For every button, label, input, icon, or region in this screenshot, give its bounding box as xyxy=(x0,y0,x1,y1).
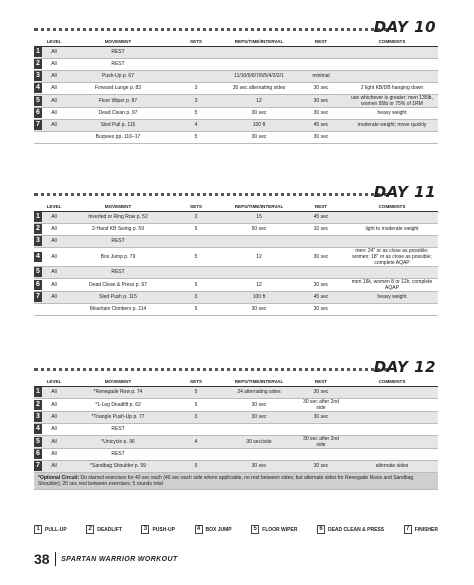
table-row xyxy=(34,411,438,423)
rest-cell: 30 sec xyxy=(296,82,346,94)
rest-cell: 30 sec after 2nd side xyxy=(296,398,346,411)
table-row xyxy=(34,131,438,143)
table-row xyxy=(34,235,438,247)
comments-cell xyxy=(346,423,438,435)
column-header: REST xyxy=(296,203,346,211)
sets-cell: 3 xyxy=(170,411,222,423)
level-cell xyxy=(42,131,66,143)
day-number-badge: 5 xyxy=(34,437,42,447)
table-row xyxy=(34,435,438,448)
day-number-badge: 5 xyxy=(34,96,42,106)
level-cell: All xyxy=(42,386,66,398)
rest-cell xyxy=(296,235,346,247)
note-label: *Optional Circuit: xyxy=(38,474,80,481)
legend-number-box: 5 xyxy=(251,525,259,534)
rest-cell: 45 sec xyxy=(296,211,346,223)
day-number-badge: 3 xyxy=(34,71,42,81)
legend-label: DEADLIFT xyxy=(97,526,122,533)
day-number-cell xyxy=(34,46,42,58)
day-11-section xyxy=(34,183,438,316)
column-header: REPS/TIME/INTERVAL xyxy=(222,203,296,211)
day-number-cell xyxy=(34,291,42,303)
sets-cell: 3 xyxy=(170,291,222,303)
table-row xyxy=(34,82,438,94)
column-header: MOVEMENT xyxy=(66,378,170,386)
rest-cell: 30 sec xyxy=(296,411,346,423)
day-number-cell xyxy=(34,386,42,398)
sets-cell: 5 xyxy=(170,131,222,143)
level-cell: All xyxy=(42,58,66,70)
day-number-cell xyxy=(34,119,42,131)
day-number-cell xyxy=(34,411,42,423)
legend-item xyxy=(317,525,384,534)
movement-cell: Floor Wiper p. 87 xyxy=(66,94,170,107)
reps-cell: 12 xyxy=(222,94,296,107)
reps-cell: 100 ft xyxy=(222,119,296,131)
table-row xyxy=(34,448,438,460)
rest-cell: minimal xyxy=(296,70,346,82)
reps-cell: 30 sec/side xyxy=(222,435,296,448)
day-number-cell xyxy=(34,235,42,247)
comments-cell xyxy=(346,448,438,460)
workout-table xyxy=(34,203,438,316)
movement-cell: REST xyxy=(66,58,170,70)
column-header: COMMENTS xyxy=(346,378,438,386)
day-number-cell xyxy=(34,107,42,119)
comments-cell xyxy=(346,70,438,82)
page-footer xyxy=(34,551,178,567)
sets-cell: 4 xyxy=(170,119,222,131)
day-number-cell xyxy=(34,278,42,291)
table-row xyxy=(34,70,438,82)
day-number-badge: 1 xyxy=(34,212,42,222)
reps-cell: 30 sec alternating sides xyxy=(222,82,296,94)
column-header: SETS xyxy=(170,203,222,211)
level-cell: All xyxy=(42,460,66,472)
day-number-cell xyxy=(34,211,42,223)
day-number-badge: 4 xyxy=(34,252,42,262)
table-header-row xyxy=(34,378,438,386)
level-cell: All xyxy=(42,278,66,291)
day-title: DAY 12 xyxy=(373,358,436,376)
table-row xyxy=(34,386,438,398)
rest-cell: 30 sec xyxy=(296,386,346,398)
table-row xyxy=(34,266,438,278)
rest-cell: 30 sec xyxy=(296,247,346,266)
workout-table xyxy=(34,378,438,490)
sets-cell xyxy=(170,266,222,278)
reps-cell xyxy=(222,46,296,58)
day-number-cell xyxy=(34,448,42,460)
sets-cell: 4 xyxy=(170,435,222,448)
table-header-row xyxy=(34,203,438,211)
reps-cell xyxy=(222,58,296,70)
table-header-row xyxy=(34,38,438,46)
column-header: REPS/TIME/INTERVAL xyxy=(222,38,296,46)
day-number-cell xyxy=(34,223,42,235)
comments-cell: heavy weight xyxy=(346,107,438,119)
rest-cell: 30 sec after 2nd side xyxy=(296,435,346,448)
optional-circuit-note xyxy=(34,472,438,489)
reps-cell: 30 sec xyxy=(222,460,296,472)
rest-cell: 30 sec xyxy=(296,460,346,472)
column-header: MOVEMENT xyxy=(66,203,170,211)
column-header: SETS xyxy=(170,378,222,386)
column-header: SETS xyxy=(170,38,222,46)
movement-cell: *1-Leg Deadlift p. 62 xyxy=(66,398,170,411)
sets-cell xyxy=(170,423,222,435)
day-number-badge: 7 xyxy=(34,292,42,302)
column-header: LEVEL xyxy=(42,378,66,386)
rest-cell: 30 sec xyxy=(296,303,346,315)
footer-divider xyxy=(55,552,57,566)
rest-cell: 30 sec xyxy=(296,107,346,119)
sets-cell: 5 xyxy=(170,460,222,472)
day-number-cell xyxy=(34,460,42,472)
reps-cell: 100 ft xyxy=(222,291,296,303)
day-number-badge: 4 xyxy=(34,424,42,434)
comments-cell: alternate sides xyxy=(346,460,438,472)
movement-cell: Forward Lunge p. 83 xyxy=(66,82,170,94)
reps-cell xyxy=(222,266,296,278)
table-row xyxy=(34,303,438,315)
movement-cell: REST xyxy=(66,448,170,460)
reps-cell: 15 xyxy=(222,211,296,223)
comments-cell: men: 24" or as close as possible; women: 18" or as close as possible; complete AQAP xyxy=(346,247,438,266)
movement-cell: *Renegade Row p. 74 xyxy=(66,386,170,398)
reps-cell: 30 sec xyxy=(222,398,296,411)
comments-cell xyxy=(346,131,438,143)
day-number-badge: 2 xyxy=(34,224,42,234)
day-number-badge: 2 xyxy=(34,400,42,410)
movement-cell: 2-Hand KB Swing p. 59 xyxy=(66,223,170,235)
day-number-badge: 7 xyxy=(34,461,42,471)
level-cell: All xyxy=(42,291,66,303)
comments-cell xyxy=(346,266,438,278)
level-cell: All xyxy=(42,411,66,423)
rest-cell xyxy=(296,58,346,70)
sets-cell: 5 xyxy=(170,107,222,119)
rest-cell xyxy=(296,423,346,435)
legend xyxy=(34,525,438,534)
level-cell: All xyxy=(42,119,66,131)
movement-cell: Burpees pp. 116–17 xyxy=(66,131,170,143)
day-number-cell xyxy=(34,82,42,94)
day-number-badge: 7 xyxy=(34,120,42,130)
day-number-cell xyxy=(34,131,42,143)
movement-cell: Sled Pull p. 115 xyxy=(66,119,170,131)
sets-cell: 3 xyxy=(170,94,222,107)
movement-cell: Mountain Climbers p. 114 xyxy=(66,303,170,315)
table-row xyxy=(34,94,438,107)
comments-cell xyxy=(346,435,438,448)
comments-cell xyxy=(346,303,438,315)
sets-cell: 2 xyxy=(170,211,222,223)
table-row xyxy=(34,398,438,411)
table-row xyxy=(34,223,438,235)
reps-cell: 30 sec xyxy=(222,303,296,315)
level-cell: All xyxy=(42,70,66,82)
column-header: LEVEL xyxy=(42,203,66,211)
movement-cell: *Sandbag Shoulder p. 99 xyxy=(66,460,170,472)
reps-cell: 30 sec xyxy=(222,411,296,423)
legend-label: DEAD CLEAN & PRESS xyxy=(327,526,385,533)
level-cell: All xyxy=(42,107,66,119)
day-number-badge: 5 xyxy=(34,267,42,277)
column-header: REST xyxy=(296,38,346,46)
day-number-badge: 3 xyxy=(34,236,42,246)
table-row xyxy=(34,107,438,119)
day-header xyxy=(34,358,438,378)
table-row xyxy=(34,460,438,472)
sets-cell: 5 xyxy=(170,303,222,315)
comments-cell xyxy=(346,46,438,58)
movement-cell: Inverted or Ring Row p. 52 xyxy=(66,211,170,223)
movement-cell: Dead Clean & Press p. 97 xyxy=(66,278,170,291)
legend-label: BOX JUMP xyxy=(205,526,232,533)
movement-cell: Sled Push p. 115 xyxy=(66,291,170,303)
column-header: REST xyxy=(296,378,346,386)
day-number-cell xyxy=(34,266,42,278)
day-number-badge: 1 xyxy=(34,387,42,397)
reps-cell: 30 sec xyxy=(222,131,296,143)
reps-cell xyxy=(222,448,296,460)
table-row xyxy=(34,291,438,303)
legend-item xyxy=(34,525,67,534)
reps-cell: 50 sec xyxy=(222,223,296,235)
comments-cell xyxy=(346,211,438,223)
sets-cell xyxy=(170,70,222,82)
legend-number-box: 1 xyxy=(34,525,42,534)
rest-cell: 45 sec xyxy=(296,119,346,131)
comments-cell: use whichever is greater: men 135lb, women 95lb or 75% of 1RM xyxy=(346,94,438,107)
movement-cell: Dead Clean p. 97 xyxy=(66,107,170,119)
comments-cell xyxy=(346,411,438,423)
workout-table xyxy=(34,38,438,144)
rest-cell: 30 sec xyxy=(296,131,346,143)
reps-cell: 11/10/9/8/7/6/5/4/3/2/1 xyxy=(222,70,296,82)
legend-number-box: 3 xyxy=(141,525,149,534)
level-cell: All xyxy=(42,435,66,448)
day-12-section xyxy=(34,358,438,490)
table-row xyxy=(34,58,438,70)
movement-cell: Box Jump p. 79 xyxy=(66,247,170,266)
level-cell: All xyxy=(42,211,66,223)
table-row xyxy=(34,278,438,291)
table-row xyxy=(34,211,438,223)
note-text: Do starred exercises for 40 sec each (40 sec each side where applicable, no rest between sides; but alternate sides for Renegade Rows and Sandbag Shoulder); 20 sec rest between exercises; 5 rounds total xyxy=(38,474,414,487)
sets-cell xyxy=(170,235,222,247)
legend-label: PULL-UP xyxy=(45,526,67,533)
day-number-badge: 2 xyxy=(34,59,42,69)
day-title: DAY 10 xyxy=(373,18,436,36)
day-number-badge: 6 xyxy=(34,449,42,459)
level-cell xyxy=(42,303,66,315)
comments-cell xyxy=(346,386,438,398)
table-row xyxy=(34,46,438,58)
day-number-cell xyxy=(34,70,42,82)
legend-label: FLOOR WIPER xyxy=(262,526,298,533)
comments-cell: heavy weight xyxy=(346,291,438,303)
movement-cell: REST xyxy=(66,266,170,278)
level-cell: All xyxy=(42,423,66,435)
day-number-cell xyxy=(34,423,42,435)
comments-cell: men 16k, women 8 or 12k; complete AQAP xyxy=(346,278,438,291)
sets-cell xyxy=(170,448,222,460)
day-header xyxy=(34,18,438,38)
column-header xyxy=(34,38,42,46)
legend-item xyxy=(141,525,175,534)
reps-cell xyxy=(222,235,296,247)
table-row xyxy=(34,119,438,131)
dotted-divider xyxy=(34,193,388,196)
day-number-cell xyxy=(34,398,42,411)
legend-item xyxy=(251,525,297,534)
day-number-cell xyxy=(34,58,42,70)
column-header: LEVEL xyxy=(42,38,66,46)
column-header xyxy=(34,378,42,386)
day-header xyxy=(34,183,438,203)
comments-cell: light to moderate weight xyxy=(346,223,438,235)
rest-cell: 10 sec xyxy=(296,223,346,235)
movement-cell: REST xyxy=(66,46,170,58)
rest-cell: 30 sec xyxy=(296,94,346,107)
day-number-badge: 6 xyxy=(34,108,42,118)
level-cell: All xyxy=(42,82,66,94)
day-number-cell xyxy=(34,247,42,266)
reps-cell: 12 xyxy=(222,247,296,266)
sets-cell xyxy=(170,58,222,70)
table-row xyxy=(34,423,438,435)
reps-cell: 30 sec xyxy=(222,107,296,119)
day-number-cell xyxy=(34,94,42,107)
legend-label: PUSH-UP xyxy=(152,526,175,533)
legend-item xyxy=(195,525,232,534)
page-number: 38 xyxy=(34,551,50,567)
day-number-cell xyxy=(34,303,42,315)
movement-cell: Push-Up p. 67 xyxy=(66,70,170,82)
legend-number-box: 7 xyxy=(404,525,412,534)
comments-cell xyxy=(346,58,438,70)
legend-number-box: 6 xyxy=(317,525,325,534)
rest-cell: 30 sec xyxy=(296,278,346,291)
book-title: SPARTAN WARRIOR WORKOUT xyxy=(61,555,178,563)
rest-cell: 45 sec xyxy=(296,291,346,303)
legend-number-box: 4 xyxy=(195,525,203,534)
legend-item xyxy=(404,525,438,534)
column-header: COMMENTS xyxy=(346,38,438,46)
movement-cell: *Triangle Push-Up p. 77 xyxy=(66,411,170,423)
column-header: COMMENTS xyxy=(346,203,438,211)
movement-cell: REST xyxy=(66,423,170,435)
sets-cell: 5 xyxy=(170,247,222,266)
level-cell: All xyxy=(42,46,66,58)
legend-label: FINISHER xyxy=(414,526,438,533)
legend-item xyxy=(86,525,122,534)
sets-cell: 5 xyxy=(170,223,222,235)
sets-cell xyxy=(170,46,222,58)
level-cell: All xyxy=(42,235,66,247)
day-number-badge: 4 xyxy=(34,83,42,93)
column-header: MOVEMENT xyxy=(66,38,170,46)
column-header: REPS/TIME/INTERVAL xyxy=(222,378,296,386)
day-number-badge: 6 xyxy=(34,280,42,290)
day-number-badge: 1 xyxy=(34,47,42,57)
day-title: DAY 11 xyxy=(373,183,436,201)
level-cell: All xyxy=(42,223,66,235)
level-cell: All xyxy=(42,247,66,266)
day-number-badge: 3 xyxy=(34,412,42,422)
day-number-cell xyxy=(34,435,42,448)
comments-cell xyxy=(346,398,438,411)
level-cell: All xyxy=(42,448,66,460)
sets-cell: 3 xyxy=(170,82,222,94)
reps-cell xyxy=(222,423,296,435)
dotted-divider xyxy=(34,368,388,371)
comments-cell xyxy=(346,235,438,247)
level-cell: All xyxy=(42,398,66,411)
sets-cell: 5 xyxy=(170,398,222,411)
level-cell: All xyxy=(42,266,66,278)
sets-cell: 5 xyxy=(170,386,222,398)
dotted-divider xyxy=(34,28,388,31)
sets-cell: 5 xyxy=(170,278,222,291)
comments-cell: moderate weight; move quickly xyxy=(346,119,438,131)
comments-cell: 2 light KB/DB hanging down xyxy=(346,82,438,94)
rest-cell xyxy=(296,46,346,58)
reps-cell: 24 alternating sides xyxy=(222,386,296,398)
day-10-section xyxy=(34,18,438,144)
reps-cell: 12 xyxy=(222,278,296,291)
movement-cell: *Unicycle p. 96 xyxy=(66,435,170,448)
column-header xyxy=(34,203,42,211)
movement-cell: REST xyxy=(66,235,170,247)
rest-cell xyxy=(296,266,346,278)
table-row xyxy=(34,247,438,266)
legend-number-box: 2 xyxy=(86,525,94,534)
level-cell: All xyxy=(42,94,66,107)
rest-cell xyxy=(296,448,346,460)
